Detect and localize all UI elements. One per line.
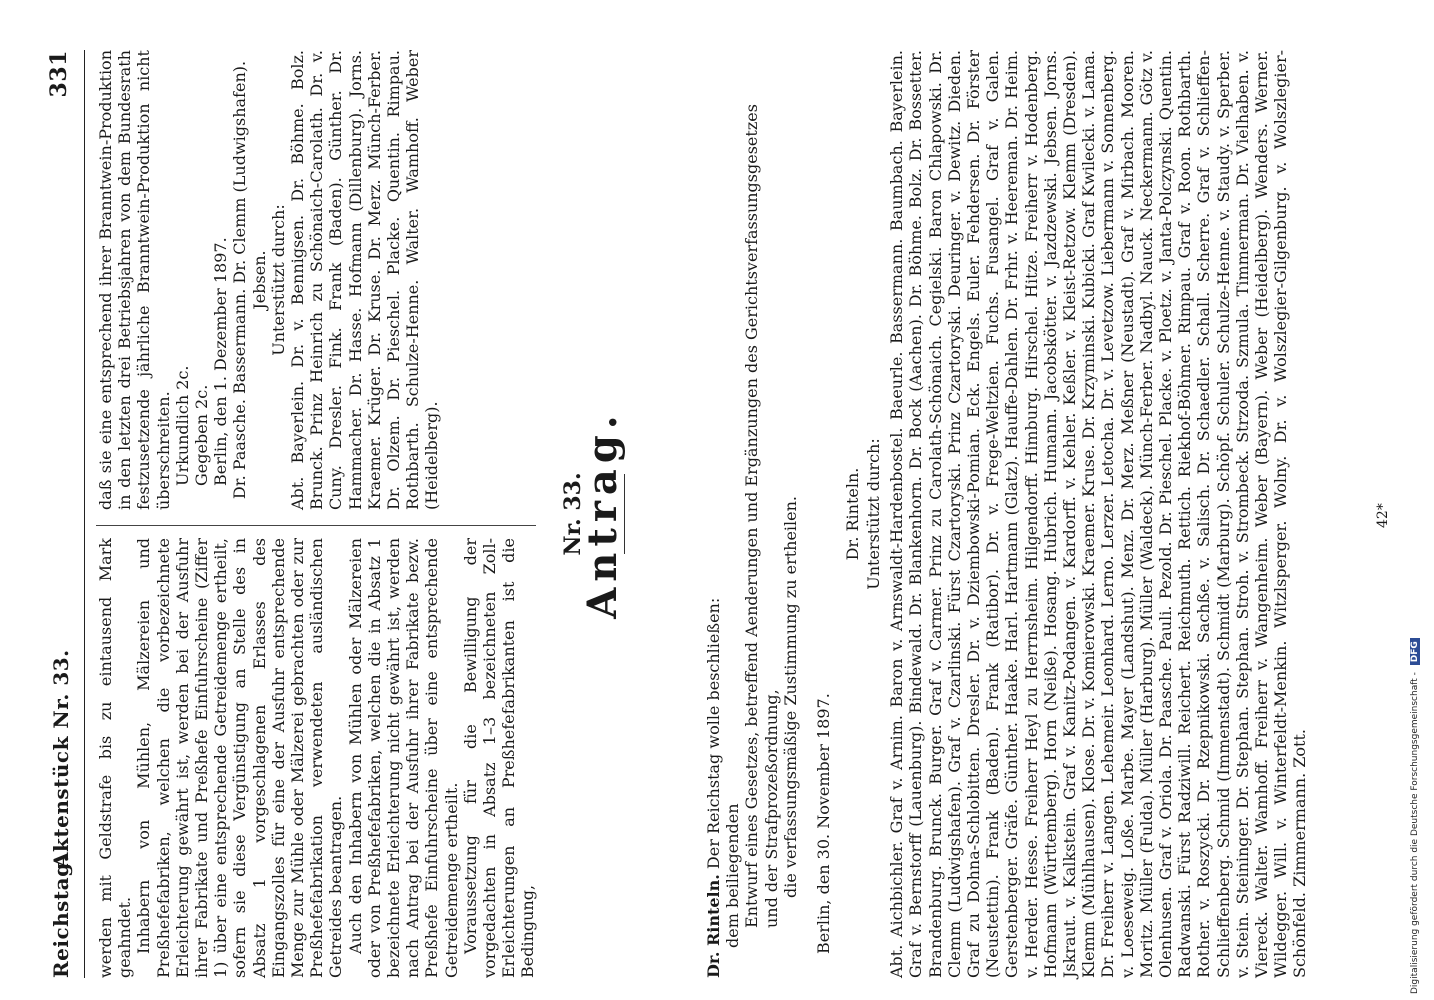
column-divider <box>96 525 536 526</box>
signatories: Dr. Paasche. Bassermann. Dr. Clemm (Ludwigshafen). Jebsen. <box>230 60 269 500</box>
paragraph: Auch den Inhabern von Mühlen oder Mälzereien oder von Preßhefefabriken, welchen die in Absatz 1 bezeichnete Erleichterung nicht gewährt ist, werden nach Antrag bei der Ausfuhr ihrer Fabrikate bezw. Preßhefe Einfuhrscheine über eine entsprechende Getreidemenge ertheilt. <box>345 538 461 978</box>
motion-number: Nr. 33. <box>560 472 586 556</box>
supported-by-heading: Unterstützt durch: <box>268 204 288 356</box>
supported-by-heading: Unterstützt durch: <box>864 438 883 590</box>
dfg-note: Digitalisierung gefördert durch die Deutsche Forschungsgemeinschaft - <box>1410 672 1420 994</box>
column-left <box>96 538 538 978</box>
motion-line: dem beiliegenden <box>723 803 743 948</box>
page-footer: 42* <box>1375 503 1391 528</box>
motion-title <box>560 50 627 978</box>
supporters-list: Abt. Aichbichler. Graf v. Arnim. Baron v. Arnswaldt-Hardenbostel. Baeurle. Bassermann. Baumbach. Bayerlein. Graf v. Bernstorff (Lauenburg). Bindewald. Dr. Blankenhorn. Dr. Bock (Aachen). Dr. Böhme. Bolz. Dr. Bossetter. Brandenburg. Brunck. Burger. Graf v. Carmer. Prinz zu Carolath-Schönaich. Cegielski. Baron Chlapowski. Dr. Clemm (Ludwigshafen). Graf v. Czarlinski. Fürst Czartoryski. Prinz Czartoryski. Deuringer. v. Dewitz. Dieden. Graf zu Dohna-Schlobitten. Dresler. Dr. v. Dziembowski-Pomian. Eck. Engels. Euler. Fehdersen. Dr. Förster (Neustettin). Frank (Baden). Frank (Ratibor). Dr. v. Frege-Weltzien. Fuchs. Fusangel. Graf v. Galen. Gerstenberger. Gräfe. Günther. Haake. Harl. Hartmann (Glatz). Hauffe-Dahlen. Dr. Frhr. v. Heereman. Dr. Heim. v. Herder. Hesse. Freiherr Heyl zu Herrnsheim. Hilgendorff. Himburg. Hirschel. Hitze. Freiherr v. Hodenberg. Hofmann (Württemberg). Horn (Neiße). Hosang. Hubrich. Humann. Jacobskötter. v. Jazdzewski. Jebsen. Jorns. Jskraut. v. Kalkstein. Graf v. Kanitz-Podangen. v. Kardorff. v. Kehler. Keßler. v. Kleist-Retzow. Klemm (Dresden). Klemm (Mühlhausen). Klose. Dr. v. Komierowski. Kraemer. Kruse. Dr. Krzyminski. Kubicki. Graf Kwilecki. v. Lama. Dr. Freiherr v. Langen. Lehemeir. Leonhard. Lerno. Lerzer. Letocha. Dr. v. Levetzow. Liebermann v. Sonnenberg. v. Loeseweig. Loße. Marbe. Mayer (Landshut). Menz. Dr. Merz. Meßner (Neustadt). Graf v. Mirbach. Mooren. Moritz. Müller (Fulda). Müller (Harburg). Müller (Waldeck). Münch-Ferber. Nadbyl. Nauck. Neckermann. Götz v. Olenhusen. Graf v. Oriola. Dr. Paasche. Pauli. Pezold. Dr. Pieschel. Placke. v. Ploetz. v. Janta-Polczynski. Quentin. Radwanski. Fürst Radziwill. Reichert. Reichmuth. Rettich. Riekhof-Böhmer. Rimpau. Graf v. Roon. Rothbarth. Rother. v. Roszycki. Dr. Rzepnikowski. Sachße. v. Salisch. Dr. Schaedler. Schall. Scherre. Graf v. Schlieffen-Schlieffenberg. Schmid (Immenstadt). Schmidt (Marburg). Schöpf. Schuler. Schulze-Henne. v. Staudy. v. Sperber. v. Stein. Steininger. Dr. Stephan. Stephan. Stroh. v. Strombeck. Strzoda. Szmula. Timmerman. Dr. Vielhaben. v. Viereck. Walter. Wamhoff. Freiherr v. Wangenheim. Weber (Bayern). Weber (Heidelberg). Wenders. Werner. Wildegger. Will. v. Winterfeldt-Menkin. Witzlsperger. Wolny. Dr. v. Wolszlegier-Gilgenburg. v. Wolszlegier-Schönfeld. Zimmermann. Zott. <box>887 50 1310 978</box>
header-rule <box>84 50 85 978</box>
motion-text: Der Reichstag wolle beschließen: <box>704 597 723 870</box>
motion-heading: Antrag. <box>579 409 627 619</box>
motion-lead: Dr. Rinteln. <box>704 874 723 978</box>
motion-line: und der Strafprozeßordnung, <box>761 689 781 928</box>
paragraph: daß sie eine entsprechend ihrer Branntwein-Produktion in den letzten drei Betriebsjahren von dem Bundesrath festzusetzende jährliche Branntwein-Produktion nicht überschreiten. <box>96 50 173 510</box>
header-reichstag: Reichstag. <box>49 854 73 978</box>
supporters-section <box>864 50 1310 978</box>
dfg-logo: DFG <box>1410 638 1420 665</box>
paragraph: Voraussetzung für die Bewilligung der vorgedachten in Absatz 1–3 bezeichneten Zoll-Erleichterungen an Preßhefefabrikanten ist die Bedingung, <box>460 538 538 978</box>
motion-line: Entwurf eines Gesetzes, betreffend Aenderungen und Ergänzungen des Gerichtsverfassungsgesetzes <box>742 104 762 928</box>
rotated-page <box>44 50 1424 978</box>
page-header <box>44 50 80 978</box>
motion-line: die verfassungsmäßige Zustimmung zu ertheilen. <box>780 495 800 898</box>
page-number: 331 <box>46 50 72 98</box>
motion-date: Berlin, den 30. November 1897. <box>814 693 834 954</box>
motion-signer: Dr. Rinteln. <box>843 467 863 561</box>
header-aktenstueck: Aktenstück Nr. 33. <box>49 649 73 868</box>
paragraph: Urkundlich 2c. <box>172 365 192 486</box>
dfg-attribution <box>1410 638 1420 994</box>
paragraph: werden mit Geldstrafe bis zu eintausend Mark geahndet. <box>96 538 135 978</box>
date-line: Berlin, den 1. Dezember 1897. <box>211 237 231 486</box>
supporters-list: Abt. Bayerlein. Dr. v. Bennigsen. Dr. Böhme. Bolz. Brunck. Prinz Heinrich zu Schönaich-Carolath. Dr. v. Cuny. Dresler. Fink. Frank (Baden). Günther. Dr. Hammacher. Dr. Hasse. Hofmann (Dillenburg). Jorns. Kraemer. Krüger. Dr. Kruse. Dr. Merz. Münch-Ferber. Dr. Olzem. Dr. Pieschel. Placke. Quentin. Rimpau. Rothbarth. Schulze-Henne. Walter. Wamhoff. Weber (Heidelberg). <box>288 50 442 510</box>
paragraph: Gegeben 2c. <box>192 384 212 486</box>
motion-body <box>704 50 862 978</box>
paragraph: Inhabern von Mühlen, Mälzereien und Preßhefefabriken, welchen die vorbezeichnete Erleichterung gewährt ist, werden bei der Ausfuhr ihrer Fabrikate und Preßhefe Einfuhrscheine (Ziffer 1) über eine entsprechende Getreidemenge ertheilt, sofern sie diese Vergünstigung an Stelle des in Absatz 1 vorgeschlagenen Erlasses des Eingangszolles für eine der Ausfuhr entsprechende Menge zur Mühle oder Mälzerei gebrachten oder zur Preßhefefabrikation verwendeten ausländischen Getreides beantragen. <box>134 538 346 978</box>
column-right <box>96 50 442 510</box>
